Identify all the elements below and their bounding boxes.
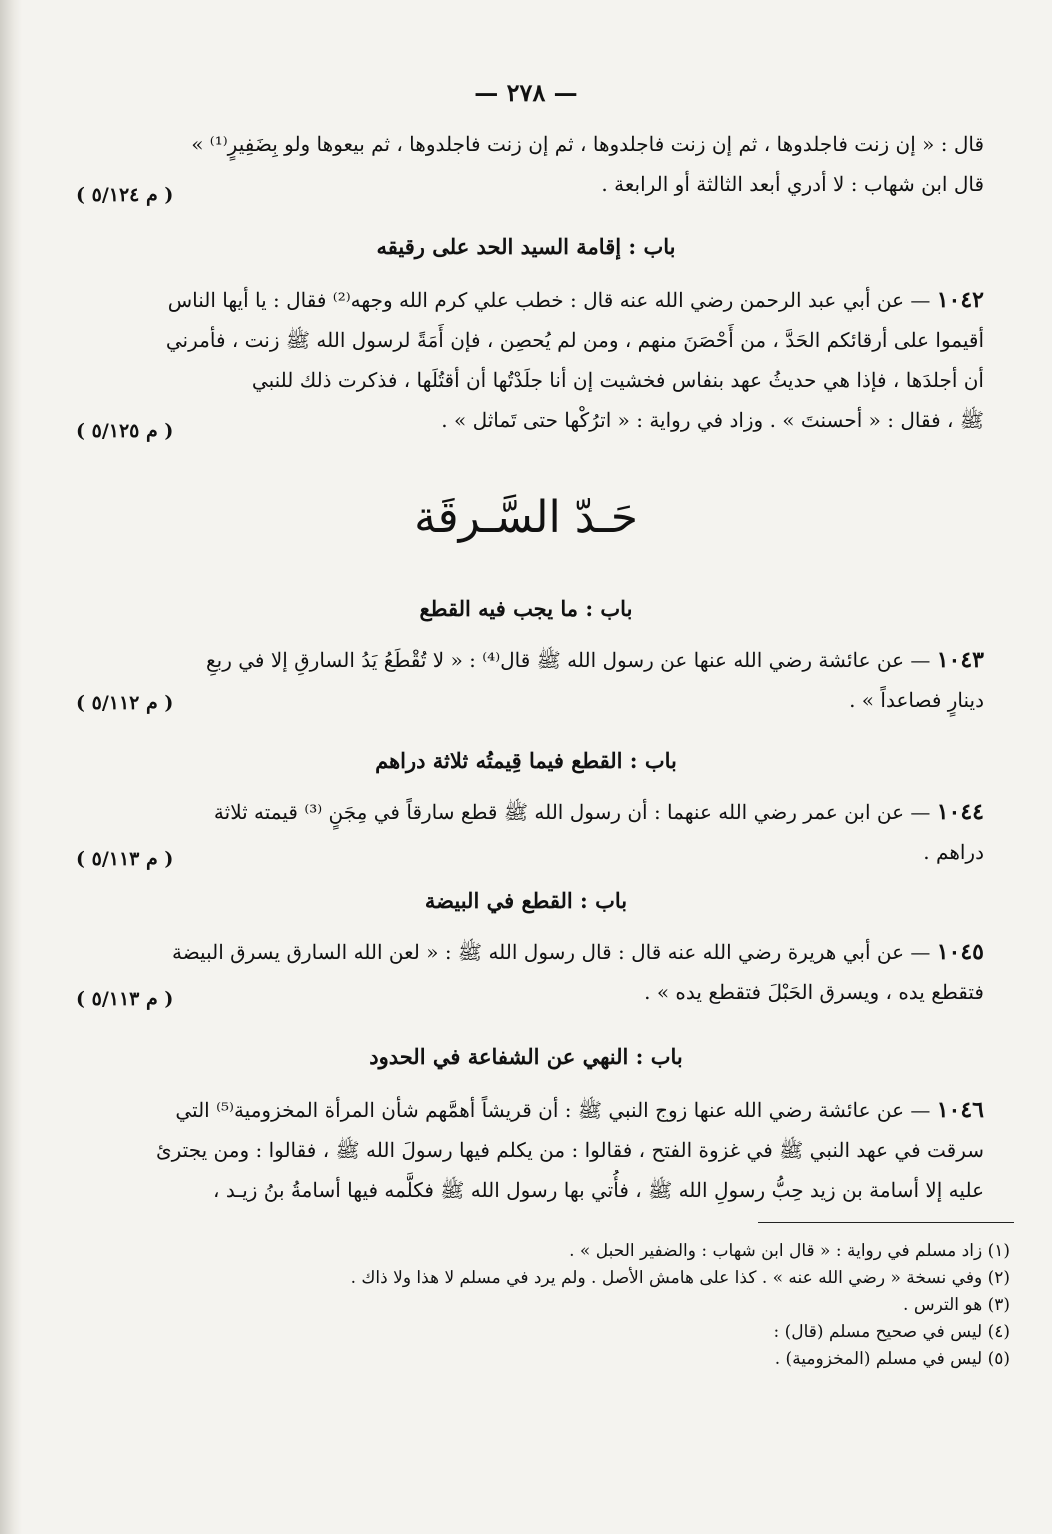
text-line: فتقطع يده ، ويسرق الحَبْلَ فتقطع يده » . [644,980,984,1004]
hadith-1044 [50,792,984,872]
footnote: (٤) ليس في صحيح مسلم (قال) : [773,1322,1010,1342]
text-line: ١٠٤٦ — عن عائشة رضي الله عنها زوج النبي ﷺ : أن قريشاً أهمَّهم شأن المرأة المخزومية⁽⁵⁾ التي [175,1097,984,1123]
text-line: سرقت في عهد النبي ﷺ في غزوة الفتح ، فقالوا : من يكلم فيها رسولَ الله ﷺ ، فقالوا : ومن يجترئ [155,1138,984,1162]
reference-citation: ( م ٥/١٢٤ ) [76,184,174,206]
text-line: دينارٍ فصاعداً » . [849,688,984,712]
continuation-text [50,124,984,204]
text-line: عليه إلا أسامة بن زيد حِبُّ رسولِ الله ﷺ ، فأُتي بها رسول الله ﷺ فكلَّمه فيها أسامةُ بنُ زيـد ، [213,1178,984,1202]
page-number: — ٢٧٨ — [474,78,578,107]
hadith-1045 [50,932,984,1012]
chapter-heading: باب : النهي عن الشفاعة في الحدود [369,1044,683,1069]
chapter-heading: باب : القطع فيما قِيمتُه ثلاثة دراهم [375,748,677,773]
text-line: أن أجلدَها ، فإذا هي حديثُ عهد بنفاس فخشيت إن أنا جلَدْتُها أن أقتُلَها ، فذكرت ذلك للنبي [251,368,984,392]
hadith-number: ١٠٤٥ [936,939,984,965]
chapter-heading: باب : ما يجب فيه القطع [419,596,633,621]
footnote-divider [758,1222,1014,1223]
text-line: قال ابن شهاب : لا أدري أبعد الثالثة أو الرابعة . [601,172,984,196]
text-line: ١٠٤٥ — عن أبي هريرة رضي الله عنه قال : قال رسول الله ﷺ : « لعن الله السارق يسرق البيضة [171,939,984,965]
hadith-number: ١٠٤٤ [936,799,984,825]
text-line: ١٠٤٤ — عن ابن عمر رضي الله عنهما : أن رسول الله ﷺ قطع سارقاً في مِجَنٍ ⁽³⁾ قيمته ثلاثة [213,799,984,825]
text-line: ﷺ ، فقال : « أحسنتَ » . وزاد في رواية : « اترُكْها حتى تَماثل » . [441,408,984,432]
text-line: ١٠٤٣ — عن عائشة رضي الله عنها عن رسول الله ﷺ قال⁽⁴⁾ : « لا تُقْطَعُ يَدُ السارقِ إلا في ربعِ [206,647,984,673]
text-line: ١٠٤٢ — عن أبي عبد الرحمن رضي الله عنه قال : خطب علي كرم الله وجهه⁽²⁾ فقال : يا أيها الناس [167,287,984,313]
hadith-number: ١٠٤٣ [936,647,984,673]
hadith-1046 [50,1090,984,1210]
text-line: قال : « إن زنت فاجلدوها ، ثم إن زنت فاجلدوها ، ثم إن زنت فاجلدوها ، ثم بيعوها ولو بِضَفِيرٍ⁽¹⁾ » [191,132,984,156]
footnotes [80,1238,1010,1373]
footnote: (١) زاد مسلم في رواية : « قال ابن شهاب : والضفير الحبل » . [569,1241,1010,1261]
hadith-number: ١٠٤٢ [936,287,984,313]
hadith-number: ١٠٤٦ [936,1097,984,1123]
reference-citation: ( م ٥/١١٣ ) [76,988,174,1010]
text-line: دراهم . [923,840,984,864]
hadith-1042 [50,280,984,440]
reference-citation: ( م ٥/١١٢ ) [76,692,174,714]
footnote: (٢) وفي نسخة « رضي الله عنه » . كذا على هامش الأصل . ولم يرد في مسلم لا هذا ولا ذاك . [350,1268,1010,1288]
hadith-1043 [50,640,984,720]
footnote: (٣) هو الترس . [903,1295,1010,1315]
footnote: (٥) ليس في مسلم (المخزومية) . [774,1349,1010,1369]
reference-citation: ( م ٥/١٢٥ ) [76,420,174,442]
text-line: أقيموا على أرقائكم الحَدَّ ، من أَحْصَنَ منهم ، ومن لم يُحصِن ، فإن أَمَةً لرسول الله ﷺ زنت ، فأمرني [165,328,984,352]
chapter-heading: باب : القطع في البيضة [424,888,628,913]
section-title: حَـدّ السَّـرقَة [414,492,638,543]
chapter-heading: باب : إقامة السيد الحد على رقيقه [376,234,676,259]
reference-citation: ( م ٥/١١٣ ) [76,848,174,870]
